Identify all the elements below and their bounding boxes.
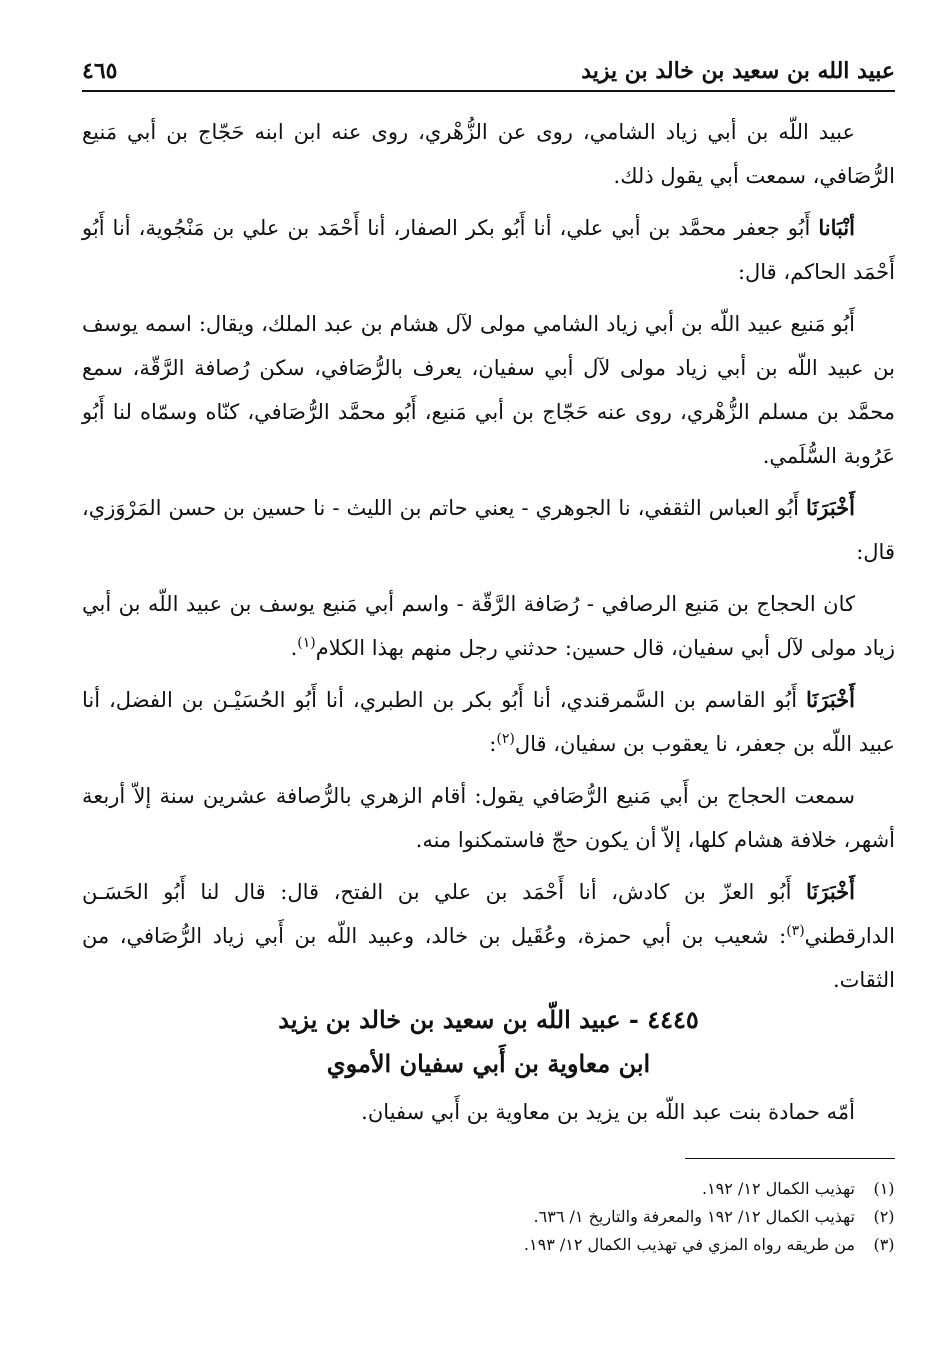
footnote [82, 1231, 895, 1259]
isnad-lead: أنْبَانا [818, 215, 855, 240]
paragraph [82, 206, 895, 294]
paragraph-text: أَبُو جعفر محمَّد بن أبي علي، أنا أَبُو بكر الصفار، أنا أَحْمَد بن علي بن مَنْجُوية، أنا أَبُو أَحْمَد الحاكم، قال: [82, 216, 895, 284]
page-number: ٤٦٥ [82, 58, 118, 84]
paragraph-tail: . [290, 636, 298, 660]
paragraph [82, 582, 895, 670]
paragraph-text: عبيد اللّه بن أبي زياد الشامي، روى عن الزُّهْري، روى عنه ابن ابنه حَجّاج بن أبي مَنيع الرُّصَافي، سمعت أبي يقول ذلك. [82, 120, 895, 188]
footnote-ref: (١) [297, 635, 316, 651]
paragraph-tail: : [489, 732, 497, 756]
paragraph [82, 486, 895, 574]
paragraph [82, 678, 895, 766]
footnote-divider [685, 1158, 895, 1159]
footnote-mark: (٣) [873, 1235, 895, 1254]
entry-heading-line: ٤٤٤٥ - عبيد اللّه بن سعيد بن خالد بن يزيد [278, 1005, 699, 1034]
paragraph [82, 110, 895, 198]
footnote-ref: (٣) [786, 923, 805, 939]
paragraph-text: أَبُو العزّ بن كادش، أنا أَحْمَد بن علي بن الفتح، قال: قال لنا أَبُو الحَسَـن الدارقطني [82, 880, 895, 948]
paragraph [82, 774, 895, 862]
paragraph [82, 870, 895, 1002]
paragraph-text: سمعت الحجاج بن أَبي مَنيع الرُّصَافي يقول: أقام الزهري بالرُّصافة عشرين سنة إلاّ أربعة أشهر، خلافة هشام كلها، إلاّ أن يكون حجّ فاستمكنوا منه. [82, 784, 895, 852]
paragraph-text: أَبُو القاسم بن السَّمرقندي، أنا أَبُو بكر بن الطبري، أنا أَبُو الحُسَيْـن بن الفضل، أنا عبيد اللّه بن جعفر، نا يعقوب بن سفيان، قال [82, 688, 895, 756]
entry-heading-line: ابن معاوية بن أَبي سفيان الأموي [326, 1049, 651, 1078]
footnote-ref: (٢) [496, 731, 515, 747]
footnote-mark: (٢) [873, 1207, 895, 1226]
entry-text [82, 1090, 895, 1134]
footnote [82, 1175, 895, 1203]
running-title: عبيد الله بن سعيد بن خالد بن يزيد [581, 58, 895, 84]
paragraph-text: أَبُو العباس الثقفي، نا الجوهري - يعني حاتم بن الليث - نا حسين بن حسن المَرْوَزي، قال: [82, 496, 895, 564]
paragraph [82, 302, 895, 478]
paragraph-text: أَبُو مَنيع عبيد اللّه بن أبي زياد الشامي مولى لآل هشام بن عبد الملك، ويقال: اسمه يوسف بن عبيد اللّه بن أبي زياد مولى لآل أبي سفيان، يعرف بالرُّصَافي، سكن رُصافة الرَّقّة، سمع محمَّد بن مسلم الزُّهْري، روى عنه حَجّاج بن أبي مَنيع، أَبُو محمَّد الرُّصَافي، كنّاه وسمّاه لنا أَبُو عَرُوبة السُّلَمي. [82, 312, 895, 468]
paragraph-tail: : شعيب بن أبي حمزة، وعُقَيل بن خالد، وعبيد اللّه بن أَبي زياد الرُّصَافي، من الثقات. [82, 924, 895, 992]
footnotes [82, 1175, 895, 1259]
footnote-mark: (١) [873, 1179, 895, 1198]
isnad-lead: أَخْبَرَنَا [806, 687, 855, 712]
footnote [82, 1203, 895, 1231]
page-header [82, 52, 895, 92]
footnote-text: تهذيب الكمال ١٢/ ١٩٢ والمعرفة والتاريخ ١/ ٦٣٦. [533, 1207, 855, 1226]
footnote-text: من طريقه رواه المزي في تهذيب الكمال ١٢/ ١٩٣. [523, 1235, 855, 1254]
paragraph-text: كان الحجاج بن مَنيع الرصافي - رُصَافة الرَّقّة - واسم أبي مَنيع يوسف بن عبيد اللّه بن أبي زياد مولى لآل أبي سفيان، قال حسين: حدثني رجل منهم بهذا الكلام [82, 592, 895, 660]
entry-heading [82, 998, 895, 1086]
main-text [82, 110, 895, 1010]
paragraph-text: أمّه حمادة بنت عبد اللّه بن يزيد بن معاوية بن أَبي سفيان. [361, 1100, 855, 1124]
isnad-lead: أَخْبَرَنَا [806, 495, 855, 520]
footnote-text: تهذيب الكمال ١٢/ ١٩٢. [701, 1179, 855, 1198]
isnad-lead: أَخْبَرَنَا [806, 879, 855, 904]
